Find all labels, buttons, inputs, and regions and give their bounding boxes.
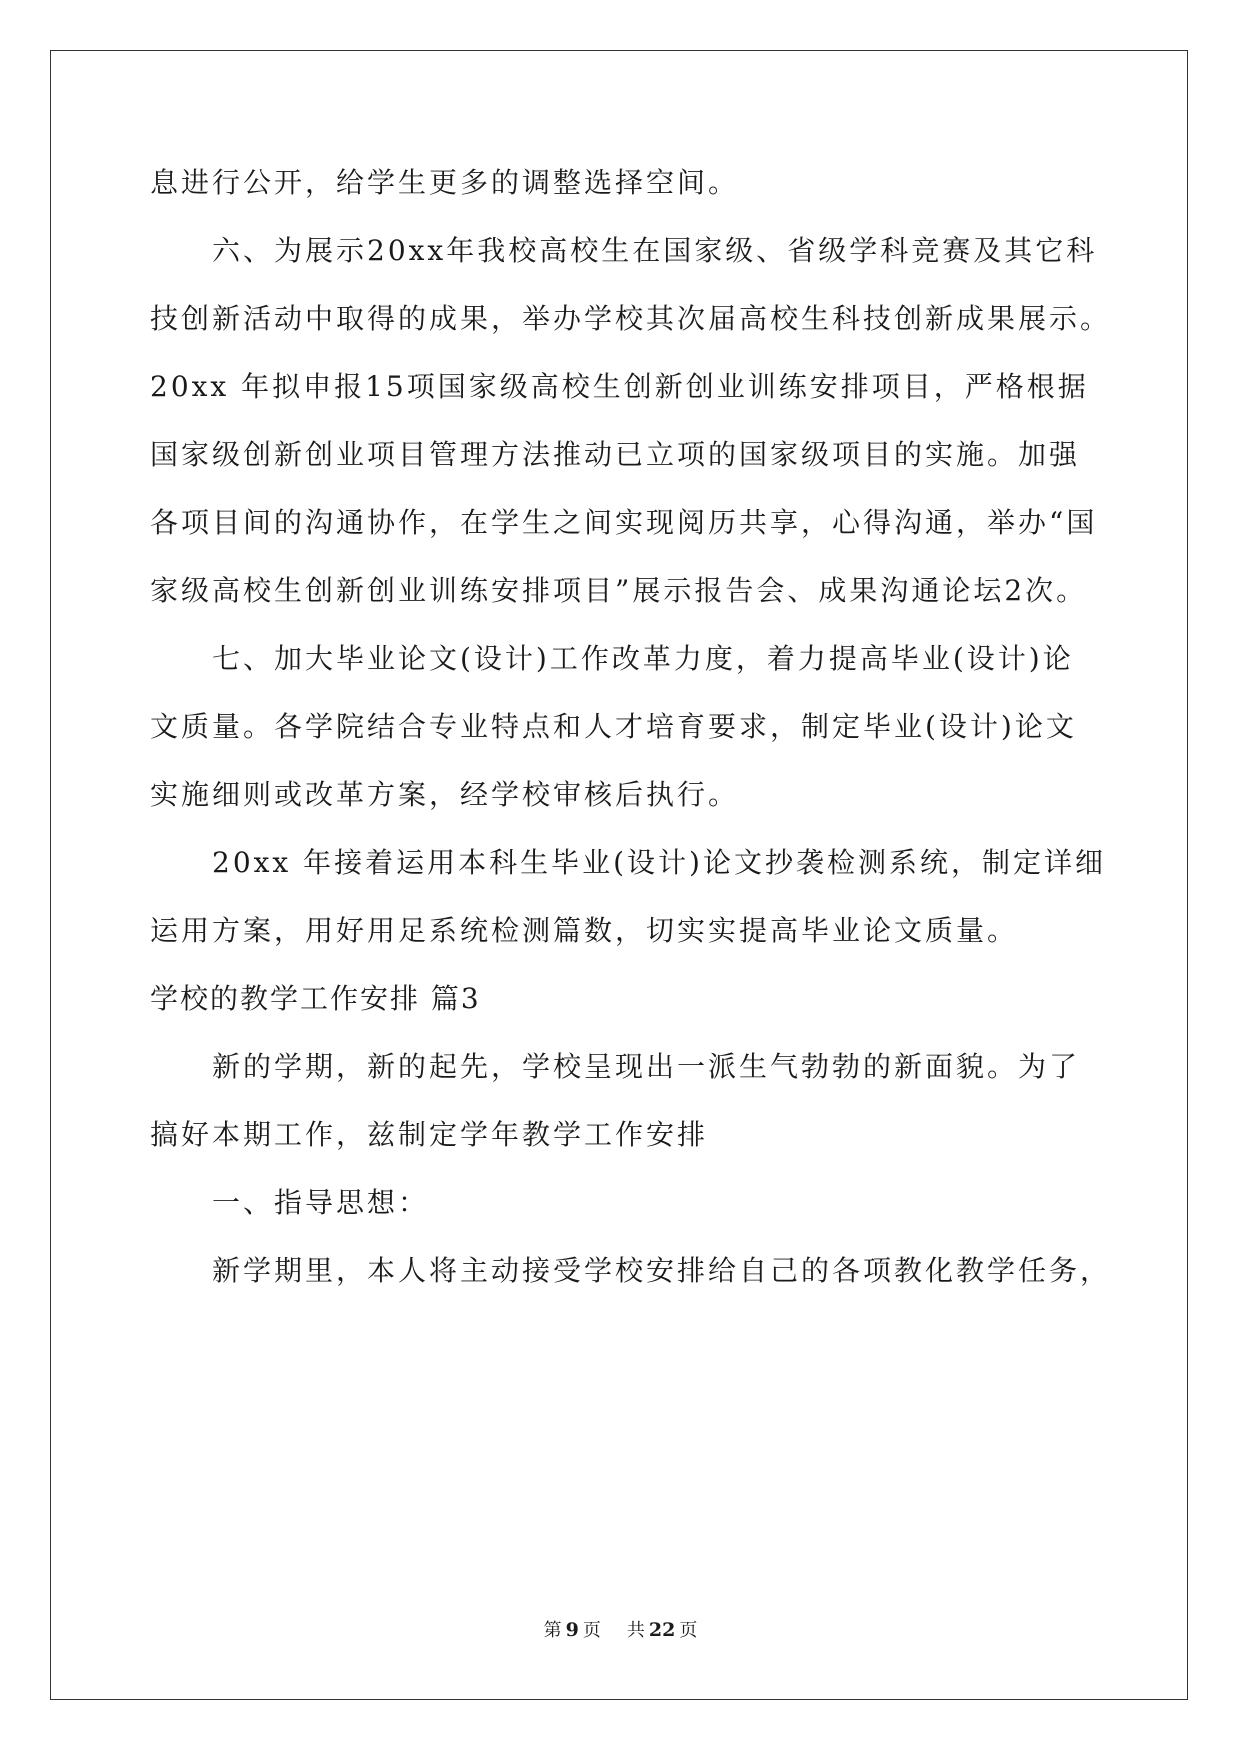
subsection-heading: 一、指导思想：	[212, 1186, 430, 1219]
paragraph-line: 文质量。各学院结合专业特点和人才培育要求，制定毕业(设计)论文	[150, 710, 1077, 743]
section-heading: 学校的教学工作安排 篇3	[150, 982, 481, 1015]
paragraph-line: 六、为展示20xx年我校高校生在国家级、省级学科竞赛及其它科	[212, 234, 1098, 267]
paragraph-line: 家级高校生创新创业训练安排项目”展示报告会、成果沟通论坛2次。	[150, 574, 1088, 607]
paragraph-line: 国家级创新创业项目管理方法推动已立项的国家级项目的实施。加强	[150, 438, 1081, 471]
paragraph-line: 实施细则或改革方案，经学校审核后执行。	[150, 778, 740, 811]
paragraph-line: 新的学期，新的起先，学校呈现出一派生气勃勃的新面貌。为了	[212, 1050, 1081, 1083]
page-current-number: 9	[565, 1619, 579, 1641]
paragraph-line: 新学期里，本人将主动接受学校安排给自己的各项教化教学任务，	[212, 1254, 1112, 1287]
paragraph-line: 各项目间的沟通协作，在学生之间实现阅历共享，心得沟通，举办“国	[150, 506, 1098, 539]
page-unit: 页	[582, 1620, 601, 1641]
page-prefix: 第	[543, 1620, 562, 1641]
paragraph-line: 息进行公开，给学生更多的调整选择空间。	[150, 166, 740, 199]
paragraph-line: 搞好本期工作，兹制定学年教学工作安排	[150, 1118, 709, 1151]
paragraph-line: 七、加大毕业论文(设计)工作改革力度，着力提高毕业(设计)论	[212, 642, 1074, 675]
paragraph-line: 技创新活动中取得的成果，举办学校其次届高校生科技创新成果展示。	[150, 302, 1112, 335]
total-unit: 页	[679, 1620, 698, 1641]
paragraph-line: 20xx 年接着运用本科生毕业(设计)论文抄袭检测系统，制定详细	[212, 846, 1106, 879]
total-prefix: 共	[626, 1620, 645, 1641]
paragraph-line: 20xx 年拟申报15项国家级高校生创新创业训练安排项目，严格根据	[150, 370, 1089, 403]
page-footer	[0, 1618, 1241, 1643]
page-total-number: 22	[648, 1619, 676, 1641]
paragraph-line: 运用方案，用好用足系统检测篇数，切实实提高毕业论文质量。	[150, 914, 1019, 947]
